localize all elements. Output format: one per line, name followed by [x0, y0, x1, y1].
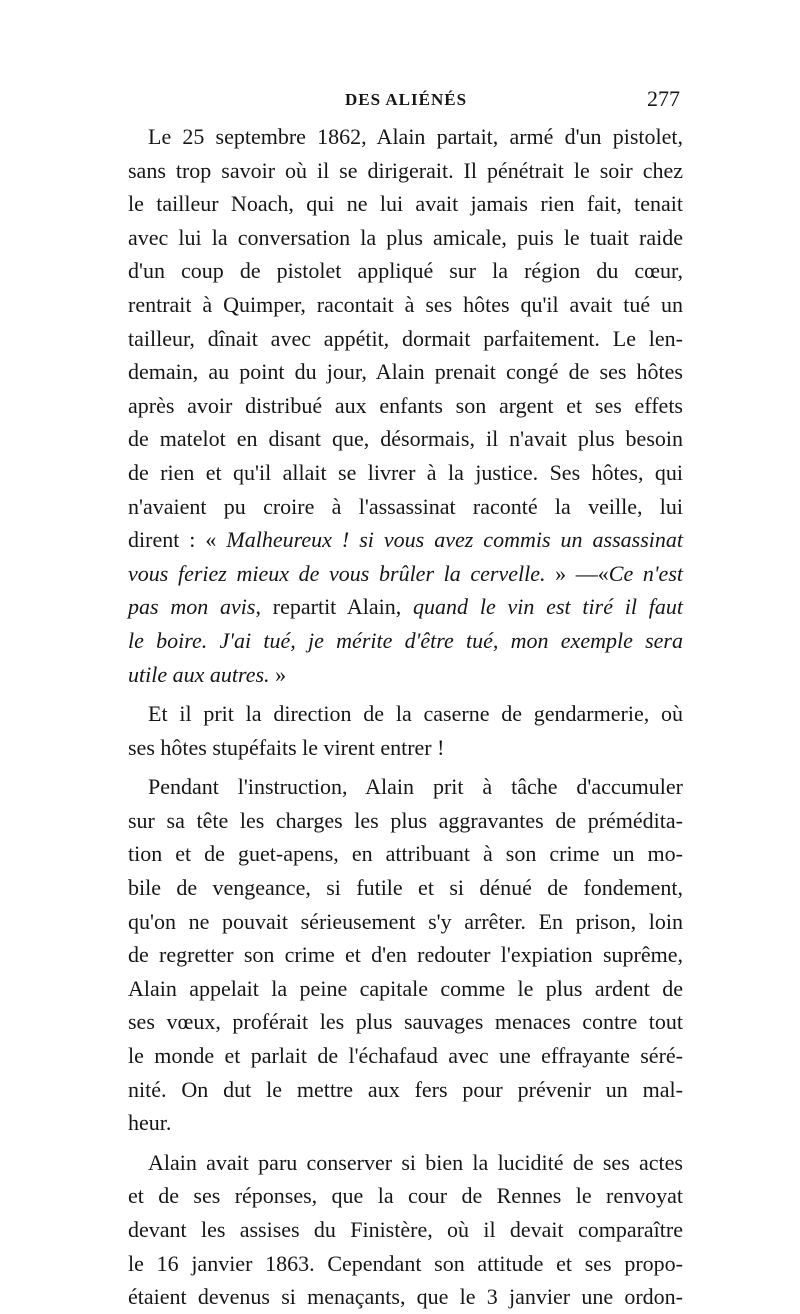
text-span: et de ses réponses, que la cour de Rennes le renvoyat — [128, 1183, 683, 1209]
text-span: nité. On dut le mettre aux fers pour prévenir un mal- — [128, 1076, 683, 1102]
text-span: le tailleur Noach, qui ne lui avait jamais rien fait, tenait — [128, 191, 683, 217]
italic-span: Ce n'est — [608, 560, 683, 586]
italic-span: le boire. J'ai tué, je mérite d'être tué, mon exemple sera — [128, 627, 683, 653]
text-line — [128, 804, 683, 838]
text-span: devant les assises du Finistère, où il devait comparaître — [128, 1217, 683, 1242]
text-span: Alain avait paru conserver si bien la lucidité de ses actes — [148, 1149, 683, 1175]
body-text — [128, 120, 683, 1314]
text-span: le monde et parlait de l'échafaud avec une effrayante séré- — [128, 1043, 683, 1069]
text-span: Le 25 septembre 1862, Alain partait, armé d'un pistolet, — [148, 124, 683, 149]
text-span: Pendant l'instruction, Alain prit à tâche d'accumuler — [148, 774, 683, 800]
text-line — [128, 422, 683, 456]
running-title: DES ALIÉNÉS — [345, 90, 468, 109]
text-line — [128, 770, 683, 804]
text-line — [128, 254, 683, 288]
text-span: , repartit Alain, — [255, 594, 414, 620]
text-span: de rien et qu'il allait se livrer à la justice. Ses hôtes, qui — [128, 459, 683, 485]
text-span: après avoir distribué aux enfants son argent et ses effets — [128, 392, 683, 418]
text-line — [128, 590, 683, 624]
text-line — [128, 221, 683, 255]
text-span: le 16 janvier 1863. Cependant son attitude et ses propo- — [128, 1250, 683, 1276]
text-line — [128, 1280, 683, 1314]
text-line — [128, 355, 683, 389]
text-line — [128, 837, 683, 871]
text-line — [128, 1213, 683, 1247]
text-line — [128, 938, 683, 972]
text-span: d'un coup de pistolet appliqué sur la région du cœur, — [128, 258, 683, 284]
page-number: 277 — [647, 86, 680, 111]
text-span: étaient devenus si menaçants, que le 3 janvier une ordon- — [128, 1284, 683, 1310]
text-span: qu'on ne pouvait sérieusement s'y arrêter. En prison, loin — [128, 908, 683, 934]
text-line — [128, 523, 683, 557]
text-line — [128, 490, 683, 524]
text-line — [128, 731, 683, 765]
text-line — [128, 557, 683, 591]
text-line — [128, 624, 683, 658]
text-span: sans trop savoir où il se dirigerait. Il pénétrait le soir chez — [128, 157, 683, 183]
text-line — [128, 1179, 683, 1213]
text-span: rentrait à Quimper, racontait à ses hôtes qu'il avait tué un — [128, 291, 683, 317]
text-line — [128, 389, 683, 423]
text-span: sur sa tête les charges les plus aggravantes de prémédita- — [128, 807, 683, 833]
text-line — [128, 905, 683, 939]
italic-span: utile aux autres. — [128, 661, 270, 687]
italic-span: pas mon avis — [128, 594, 256, 620]
text-line — [128, 1073, 683, 1107]
text-span: tailleur, dînait avec appétit, dormait parfaitement. Le len- — [128, 325, 683, 351]
text-line — [128, 1005, 683, 1039]
text-span: ses hôtes stupéfaits le virent entrer ! — [128, 734, 445, 760]
text-line — [128, 1039, 683, 1073]
text-line — [128, 288, 683, 322]
text-span: dirent : « — [128, 527, 227, 553]
text-span: heur. — [128, 1110, 172, 1136]
text-span: de matelot en disant que, désormais, il n'avait plus besoin — [128, 426, 683, 452]
text-span: » —« — [545, 560, 609, 586]
text-line — [128, 697, 683, 731]
text-span: demain, au point du jour, Alain prenait congé de ses hôtes — [128, 359, 683, 385]
text-line — [128, 322, 683, 356]
text-span: de regretter son crime et d'en redouter l'expiation suprême, — [128, 942, 683, 968]
text-span: n'avaient pu croire à l'assassinat raconté la veille, lui — [128, 493, 683, 519]
text-span: » — [269, 661, 287, 687]
running-head — [130, 86, 680, 120]
text-span: bile de vengeance, si futile et si dénué de fondement, — [128, 875, 683, 901]
italic-span: Malheureux ! si vous avez commis un assassinat — [226, 527, 683, 553]
text-span: ses vœux, proférait les plus sauvages menaces contre tout — [128, 1009, 683, 1035]
text-line — [128, 1146, 683, 1180]
text-line — [128, 1106, 683, 1140]
text-line — [128, 154, 683, 188]
text-span: Alain appelait la peine capitale comme le plus ardent de — [128, 975, 683, 1001]
italic-span: vous feriez mieux de vous brûler la cervelle. — [128, 560, 546, 586]
text-line — [128, 456, 683, 490]
text-line — [128, 972, 683, 1006]
text-span: Et il prit la direction de la caserne de gendarmerie, où — [148, 701, 683, 727]
text-line — [128, 658, 683, 692]
italic-span: quand le vin est tiré il faut — [413, 594, 683, 620]
text-span: avec lui la conversation la plus amicale, puis le tuait raide — [128, 224, 683, 250]
text-line — [128, 187, 683, 221]
text-span: tion et de guet-apens, en attribuant à son crime un mo- — [128, 841, 683, 867]
text-line — [128, 120, 683, 154]
text-line — [128, 1247, 683, 1281]
text-line — [128, 871, 683, 905]
